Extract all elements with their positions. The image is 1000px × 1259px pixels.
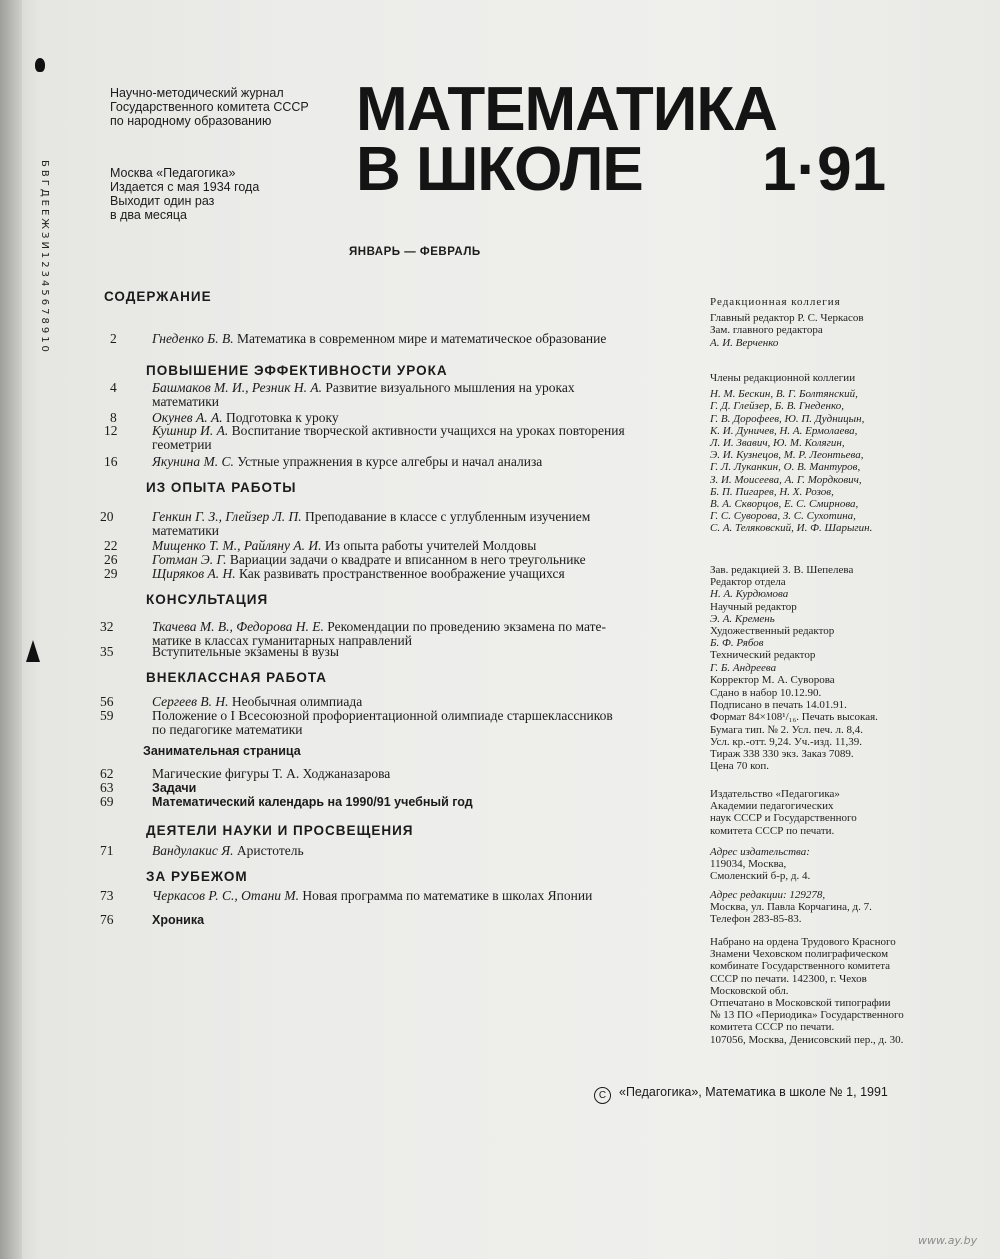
print-line: Усл. кр.-отт. 9,24. Уч.-изд. 11,39. [710, 735, 862, 748]
toc-title: Аристотель [233, 843, 304, 858]
toc-page: 69 [100, 794, 114, 809]
contents-heading: СОДЕРЖАНИЕ [104, 289, 212, 304]
board-members [710, 372, 872, 535]
publisher-line: по народному образованию [110, 114, 272, 128]
staff-line: Технический редактор [710, 649, 816, 662]
toc-title: Математический календарь на 1990/91 учебный год [152, 795, 473, 809]
staff-line: Научный редактор [710, 600, 797, 613]
toc-page: 63 [100, 780, 114, 795]
toc-author: Черкасов Р. С., Отани М. [152, 888, 300, 903]
address-line: Адрес издательства: [710, 846, 810, 858]
publisher-line: Издается с мая 1934 года [110, 180, 260, 194]
address-line: Москва, ул. Павла Корчагина, д. 7. [710, 901, 872, 914]
toc-title: Как развивать пространственное воображение учащихся [235, 566, 565, 581]
toc-title-cont: математики [152, 523, 219, 538]
printing-line: Набрано на ордена Трудового Красного [710, 936, 896, 948]
printing-line: 107056, Москва, Денисовский пер., д. 30. [710, 1033, 904, 1046]
publisher-block-2 [110, 166, 259, 222]
toc-title-cont: по педагогике математики [152, 722, 303, 737]
publisher-info-line: комитета СССР по печати. [710, 824, 835, 837]
toc-title: Вариации задачи о квадрате и вписанном в него треугольнике [226, 552, 586, 567]
printing-line: № 13 ПО «Периодика» Государственного [710, 1009, 904, 1022]
toc-title: Математика в современном мире и математическое образование [233, 331, 607, 346]
staff-line: Б. Ф. Рябов [710, 637, 764, 650]
toc-title-cont: математики [152, 394, 219, 409]
publisher-info [710, 788, 857, 837]
printing-info [710, 936, 904, 1046]
toc-title: Воспитание творческой активности учащихся на уроках повторения [228, 423, 625, 438]
editorial-address [710, 889, 872, 926]
toc-title: Магические фигуры Т. А. Ходжаназарова [152, 766, 391, 781]
editorial-line: А. И. Верченко [710, 336, 779, 349]
toc-author: Ткачева М. В., Федорова Н. Е. [152, 619, 324, 634]
publisher-info-line: Издательство «Педагогика» [710, 788, 840, 800]
toc-page: 29 [104, 566, 118, 581]
toc-title: Положение о I Всесоюзной профориентационной олимпиаде старшеклассников [152, 708, 613, 723]
member-line: В. А. Скворцов, Е. С. Смирнова, [710, 498, 859, 511]
toc-author: Сергеев В. Н. [152, 694, 229, 709]
publisher-info-line: наук СССР и Государственного [710, 812, 857, 825]
register-mark-icon [35, 58, 45, 72]
member-line: Г. Д. Глейзер, Б. В. Гнеденко, [710, 400, 844, 413]
toc-title: Вступительные экзамены в вузы [152, 644, 339, 659]
editorial-heading: Редакционная коллегия [710, 296, 841, 308]
member-line: С. А. Теляковский, И. Ф. Шарыгин. [710, 522, 873, 535]
signature-strip: БВГДЕЕЖЗИ12345678910 [39, 160, 50, 355]
member-line: Н. М. Бескин, В. Г. Болтянский, [710, 388, 858, 401]
publisher-info-line: Академии педагогических [710, 800, 834, 813]
print-line: Подписано в печать 14.01.91. [710, 699, 847, 712]
print-line: Формат 84×108¹/₁₆. Печать высокая. [710, 711, 878, 724]
printing-line: Знамени Чеховском полиграфическом [710, 948, 889, 961]
print-details [710, 687, 878, 772]
staff-line: Корректор М. А. Суворова [710, 673, 835, 686]
toc-title: Хроника [152, 913, 205, 927]
toc-author: Вандулакис Я. [152, 843, 234, 858]
section-heading: ПОВЫШЕНИЕ ЭФФЕКТИВНОСТИ УРОКА [146, 363, 448, 378]
toc-title: Из опыта работы учителей Молдовы [321, 538, 537, 553]
print-line: Бумага тип. № 2. Усл. печ. л. 8,4. [710, 723, 863, 736]
member-line: Л. И. Звавич, Ю. М. Колягин, [710, 437, 845, 450]
publisher-address [710, 846, 810, 883]
toc-page: 16 [104, 454, 118, 469]
members-heading: Члены редакционной коллегии [710, 372, 856, 384]
toc-title: Устные упражнения в курсе алгебры и начал анализа [233, 454, 543, 469]
print-line: Тираж 338 330 экз. Заказ 7089. [710, 748, 854, 761]
publisher-line: Москва «Педагогика» [110, 166, 236, 180]
subsection-heading: Занимательная страница [143, 744, 301, 758]
editorial-line: Главный редактор Р. С. Черкасов [710, 312, 864, 325]
section-heading: ИЗ ОПЫТА РАБОТЫ [146, 480, 297, 495]
toc-page: 4 [110, 380, 117, 395]
toc-page: 59 [100, 708, 114, 723]
editorial-staff [710, 564, 853, 686]
member-line: Г. В. Дорофеев, Ю. П. Дудницын, [710, 412, 865, 425]
toc-title: Необычная олимпиада [228, 694, 363, 709]
member-line: Г. С. Суворова, З. С. Сухотина, [710, 510, 856, 523]
staff-line: Художественный редактор [710, 625, 835, 638]
editorial-line: Зам. главного редактора [710, 324, 823, 337]
section-heading: ДЕЯТЕЛИ НАУКИ И ПРОСВЕЩЕНИЯ [146, 823, 414, 838]
toc-page: 22 [104, 538, 118, 553]
toc-author: Кушнир И. А. [152, 423, 229, 438]
toc-page: 2 [110, 331, 117, 346]
member-line: К. И. Дуничев, Н. А. Ермолаева, [710, 424, 858, 437]
toc-title: Развитие визуального мышления на уроках [322, 380, 575, 395]
print-line: Цена 70 коп. [710, 760, 770, 773]
member-line: Г. Л. Луканкин, О. В. Мантуров, [710, 461, 861, 474]
address-line: Смоленский б-р, д. 4. [710, 870, 811, 883]
triangle-mark-icon [26, 640, 40, 662]
section-heading: ВНЕКЛАССНАЯ РАБОТА [146, 670, 327, 685]
toc-author: Щиряков А. Н. [152, 566, 236, 581]
staff-line: Н. А. Курдюмова [710, 588, 789, 601]
toc-title: Подготовка к уроку [222, 410, 339, 425]
publisher-line: Государственного комитета СССР [110, 100, 309, 114]
printing-line: комбинате Государственного комитета [710, 960, 891, 973]
toc-title-cont: матике в классах гуманитарных направлений [152, 633, 412, 648]
publisher-line: Выходит один раз [110, 194, 215, 208]
toc-author: Окунев А. А. [152, 410, 223, 425]
toc-page: 62 [100, 766, 114, 781]
toc-page: 71 [100, 843, 114, 858]
issue-number: 1·91 [762, 135, 887, 204]
toc-title-cont: геометрии [152, 437, 212, 452]
publisher-block [110, 86, 309, 128]
toc-page: 8 [110, 410, 117, 425]
address-line: Адрес редакции: 129278, [710, 889, 826, 901]
spine-edge [0, 0, 22, 1259]
staff-line: Зав. редакцией З. В. Шепелева [710, 564, 854, 576]
toc-author: Башмаков М. И., Резник Н. А. [152, 380, 323, 395]
address-line: Телефон 283-85-83. [710, 913, 802, 926]
toc-page: 32 [100, 619, 114, 634]
staff-line: Э. А. Кремень [710, 612, 775, 625]
title-line-1: МАТЕМАТИКА [356, 75, 777, 144]
title-line-2: В ШКОЛЕ [356, 135, 643, 204]
printing-line: Отпечатано в Московской типографии [710, 997, 891, 1010]
printing-line: СССР по печати. 142300, г. Чехов [710, 972, 867, 985]
toc-page: 56 [100, 694, 114, 709]
toc-page: 12 [104, 423, 118, 438]
magazine-title [356, 75, 777, 204]
toc-author: Гнеденко Б. В. [152, 331, 234, 346]
toc-title: Рекомендации по проведению экзамена по мате- [323, 619, 607, 634]
member-line: Б. П. Пигарев, Н. Х. Розов, [710, 485, 834, 498]
toc-title: Задачи [152, 781, 197, 795]
watermark: www.ay.by [918, 1234, 978, 1247]
publisher-line: Научно-методический журнал [110, 86, 284, 100]
toc-author: Готман Э. Г. [152, 552, 227, 567]
toc-page: 26 [104, 552, 118, 567]
toc-page: 35 [100, 644, 114, 659]
address-line: 119034, Москва, [710, 858, 787, 871]
section-heading: КОНСУЛЬТАЦИЯ [146, 592, 269, 607]
staff-line: Г. Б. Андреева [710, 661, 777, 674]
toc-author: Мищенко Т. М., Райляну А. И. [152, 538, 322, 553]
toc-title: Новая программа по математике в школах Японии [299, 888, 593, 903]
staff-line: Редактор отдела [710, 576, 786, 589]
copyright-footer [594, 1085, 888, 1104]
issue-months: ЯНВАРЬ — ФЕВРАЛЬ [349, 246, 481, 258]
printing-line: Московской обл. [710, 984, 789, 997]
copyright-icon: C [594, 1087, 611, 1104]
toc-page: 20 [100, 509, 114, 524]
print-line: Сдано в набор 10.12.90. [710, 687, 822, 699]
publisher-line: в два месяца [110, 208, 188, 222]
section-heading: ЗА РУБЕЖОМ [146, 869, 248, 884]
toc-author: Генкин Г. З., Глейзер Л. П. [152, 509, 302, 524]
printing-line: комитета СССР по печати. [710, 1021, 835, 1034]
toc-author: Якунина М. С. [152, 454, 234, 469]
toc-title: Преподавание в классе с углубленным изучением [301, 509, 591, 524]
toc-page: 73 [100, 888, 114, 903]
copyright-text: «Педагогика», Математика в школе № 1, 1991 [619, 1085, 888, 1099]
member-line: З. И. Моисеева, А. Г. Мордкович, [710, 473, 862, 486]
editorial-board [710, 296, 864, 349]
member-line: Э. И. Кузнецов, М. Р. Леонтьева, [710, 449, 864, 462]
toc-page: 76 [100, 912, 114, 927]
